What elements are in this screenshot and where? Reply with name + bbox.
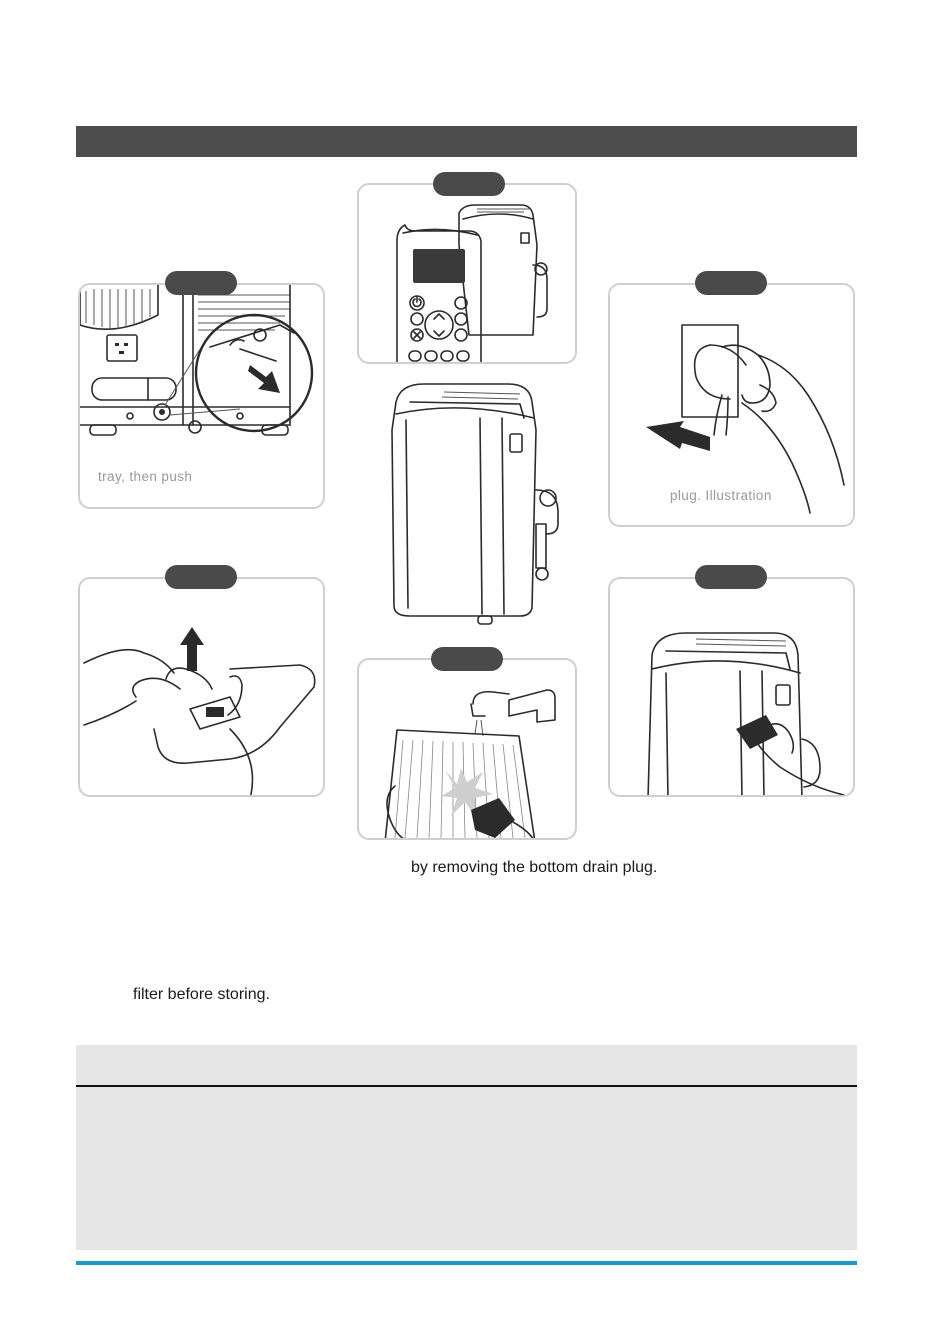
step-tab-remote — [433, 172, 505, 196]
step-tab-wipe — [695, 565, 767, 589]
chevron-up-icon — [434, 314, 444, 319]
illustration-remote-unit — [359, 185, 577, 364]
panel-remote-battery — [78, 577, 325, 797]
section-header-bar — [76, 126, 857, 157]
panel-remote-off — [357, 183, 577, 364]
panel-unplug-caption: plug. Illustration — [670, 488, 772, 503]
step-tab-filter — [431, 647, 503, 671]
body-text-drain-plug: by removing the bottom drain plug. — [411, 859, 658, 876]
step-tab-drain — [165, 271, 237, 295]
arrow-icon — [180, 627, 204, 671]
chevron-down-icon — [434, 331, 444, 336]
illustration-portable-ac-unit — [380, 378, 570, 628]
step-tab-battery — [165, 565, 237, 589]
body-text-filter-storing: filter before storing. — [133, 986, 270, 1003]
note-box — [76, 1045, 857, 1250]
fan-icon — [414, 332, 420, 338]
panel-drain-water — [78, 283, 325, 509]
step-tab-unplug — [695, 271, 767, 295]
illustration-remove-battery — [80, 579, 325, 797]
panel-wipe-unit — [608, 577, 855, 797]
illustration-rinse-filter — [359, 660, 577, 840]
illustration-wipe-unit — [610, 579, 855, 797]
footer-rule — [76, 1261, 857, 1265]
note-divider — [76, 1085, 857, 1087]
power-icon — [413, 297, 421, 306]
arrow-icon — [646, 421, 710, 451]
panel-drain-caption: tray, then push — [98, 469, 193, 484]
arrow-icon — [248, 365, 280, 393]
panel-clean-filter — [357, 658, 577, 840]
panel-unplug — [608, 283, 855, 527]
